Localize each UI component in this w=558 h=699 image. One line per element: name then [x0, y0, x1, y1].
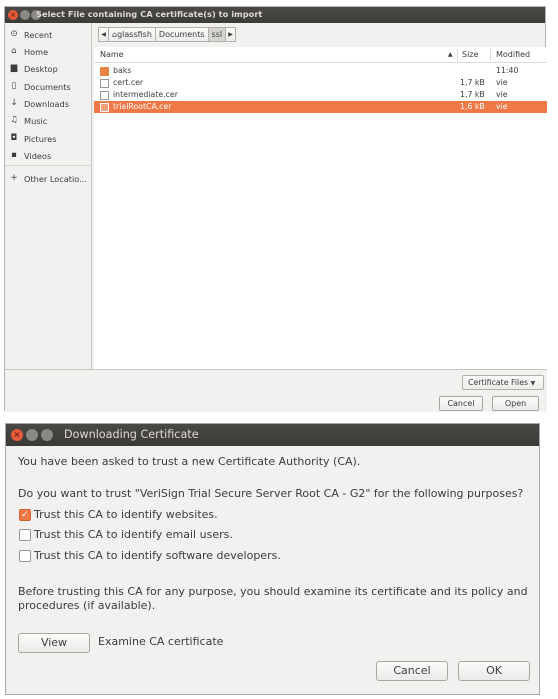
sidebar-item-downloads[interactable]: ↓ Downloads	[10, 98, 69, 109]
dialog-titlebar	[6, 424, 539, 446]
file-list[interactable]	[94, 47, 547, 369]
sidebar-item-home[interactable]: ⌂ Home	[5, 44, 92, 60]
file-chooser-titlebar	[5, 7, 545, 23]
trust-websites-label[interactable]: Trust this CA to identify websites.	[34, 508, 218, 521]
header-divider	[94, 62, 547, 63]
path-button-glassfish[interactable]: ⌂glassfish	[108, 27, 156, 42]
home-icon: ⌂	[11, 46, 17, 56]
close-icon[interactable]: ×	[8, 10, 18, 20]
sidebar-item-recent[interactable]: ⊙ Recent	[10, 29, 53, 40]
chevron-left-icon: ◀	[101, 31, 106, 38]
maximize-icon[interactable]	[41, 429, 53, 441]
chevron-down-icon: ▼	[530, 380, 536, 387]
documents-icon: ▯	[11, 81, 17, 91]
sidebar-divider	[5, 165, 92, 166]
home-icon: ⌂	[112, 30, 118, 39]
minimize-icon[interactable]	[20, 10, 30, 20]
chevron-right-icon: ▶	[228, 31, 233, 38]
minimize-icon[interactable]	[26, 429, 38, 441]
dialog-advice-text-cont: procedures (if available).	[18, 599, 156, 612]
dialog-question-text: Do you want to trust "VeriSign Trial Secure Server Root CA - G2" for the following purposes?	[18, 487, 524, 500]
column-divider	[457, 49, 458, 61]
plus-icon: +	[10, 173, 18, 183]
column-divider	[490, 49, 491, 61]
path-button-documents[interactable]: Documents	[155, 27, 209, 42]
trust-email-label[interactable]: Trust this CA to identify email users.	[34, 528, 233, 541]
path-button-ssl[interactable]: ssl	[208, 27, 227, 42]
downloads-icon: ↓	[10, 98, 18, 108]
dialog-intro-text: You have been asked to trust a new Certificate Authority (CA).	[18, 455, 361, 468]
trust-software-label[interactable]: Trust this CA to identify software developers.	[34, 549, 281, 562]
clock-icon: ⊙	[10, 29, 18, 39]
sidebar-item-other-locations[interactable]: + Other Locatio...	[10, 173, 87, 184]
sidebar-item-documents[interactable]: ▯ Documents	[5, 79, 92, 95]
cancel-button[interactable]: Cancel	[439, 396, 483, 411]
close-icon[interactable]: ×	[11, 429, 23, 441]
column-header-modified[interactable]: Modified	[496, 50, 531, 59]
file-icon	[100, 103, 109, 112]
dialog-title: Downloading Certificate	[64, 428, 199, 441]
music-icon: ♫	[10, 115, 18, 125]
file-icon	[100, 79, 109, 88]
sidebar-item-desktop[interactable]: ▆ Desktop	[10, 63, 58, 74]
list-item-baks[interactable]: baks 11:40	[94, 65, 547, 77]
sidebar-item-pictures[interactable]: ◘ Pictures	[10, 133, 57, 144]
ok-button[interactable]: OK	[458, 661, 530, 681]
file-chooser-footer	[5, 369, 547, 412]
dialog-advice-text: Before trusting this CA for any purpose, you should examine its certificate and its policy and	[18, 585, 528, 598]
view-description: Examine CA certificate	[98, 635, 224, 648]
sort-ascending-icon: ▲	[448, 51, 453, 58]
path-bar	[98, 27, 235, 42]
column-header-name[interactable]: Name	[100, 50, 124, 59]
open-button[interactable]: Open	[492, 396, 539, 411]
file-icon	[100, 91, 109, 100]
sidebar-item-music[interactable]: ♫ Music	[10, 115, 48, 126]
pictures-icon: ◘	[10, 133, 18, 143]
videos-icon: ▪	[11, 150, 17, 160]
file-chooser-title: Select File containing CA certificate(s) to import	[36, 9, 263, 19]
list-item-intermediate[interactable]: intermediate.cer 1,7 kB vie	[94, 89, 547, 101]
file-chooser-window	[4, 6, 546, 411]
list-item-trialrootca[interactable]: trialRootCA.cer 1,6 kB vie	[94, 101, 547, 113]
file-type-filter[interactable]: Certificate Files ▼	[462, 375, 544, 390]
column-header-size[interactable]: Size	[462, 50, 479, 59]
trust-websites-checkbox[interactable]: ✓	[19, 509, 31, 521]
view-certificate-button[interactable]: View	[18, 633, 90, 653]
trust-email-checkbox[interactable]	[19, 529, 31, 541]
path-forward-arrow[interactable]	[225, 27, 236, 42]
desktop-icon: ▆	[10, 63, 18, 73]
folder-icon	[100, 67, 109, 76]
places-sidebar	[5, 23, 92, 369]
trust-software-checkbox[interactable]	[19, 550, 31, 562]
cancel-button[interactable]: Cancel	[376, 661, 448, 681]
download-certificate-dialog	[5, 423, 540, 695]
list-item-cert[interactable]: cert.cer 1,7 kB vie	[94, 77, 547, 89]
sidebar-item-videos[interactable]: ▪ Videos	[5, 148, 92, 164]
